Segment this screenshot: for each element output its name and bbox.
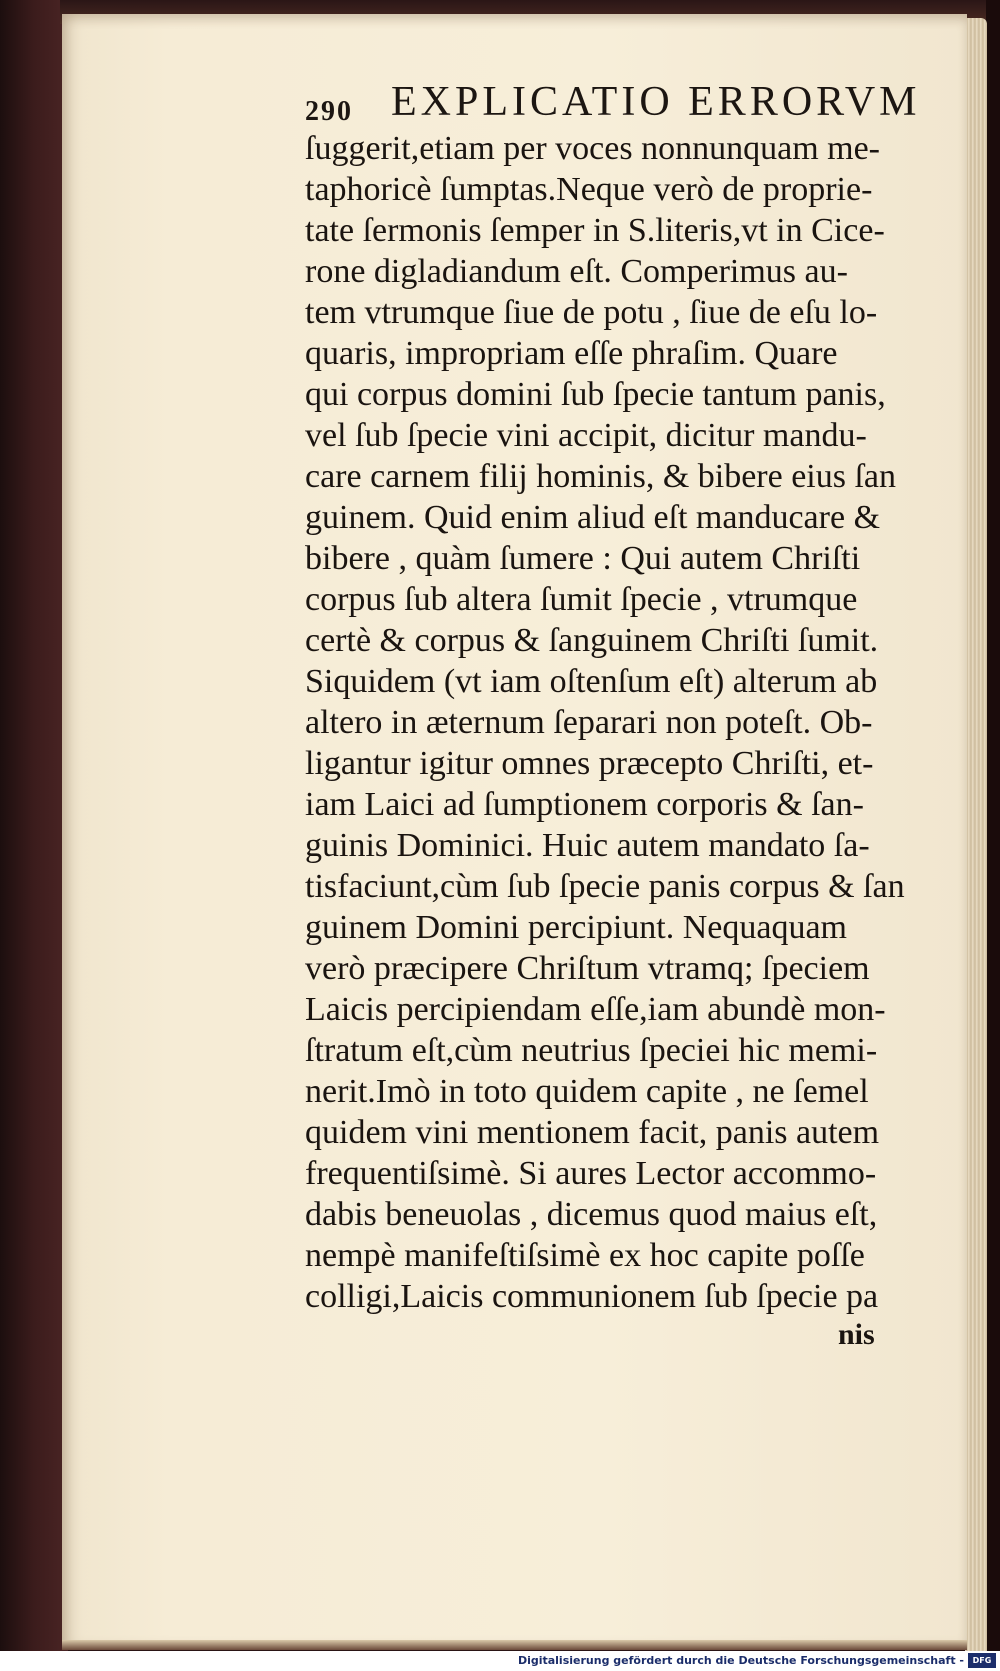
dfg-logo: DFG — [968, 1653, 996, 1668]
text-line: Laicis percipiendam eſſe,iam abundè mon- — [305, 991, 886, 1028]
text-line: ligantur igitur omnes præcepto Chriſti, et- — [305, 745, 874, 782]
text-line: vel ſub ſpecie vini accipit, dicitur mandu- — [305, 417, 867, 454]
text-line: iam Laici ad ſumptionem corporis & ſan- — [305, 786, 864, 823]
page-header — [305, 78, 935, 130]
text-line: quaris, impropriam eſſe phraſim. Quare — [305, 335, 838, 372]
text-line: nempè manifeſtiſsimè ex hoc capite poſſe — [305, 1237, 865, 1274]
text-line: ſtratum eſt,cùm neutrius ſpeciei hic memi- — [305, 1032, 878, 1069]
digitization-footer — [0, 1651, 1000, 1671]
text-line: taphoricè ſumptas.Neque verò de proprie- — [305, 171, 873, 208]
body-text — [305, 128, 945, 1317]
page-stack-edge — [965, 18, 987, 1658]
funding-credit: Digitalisierung gefördert durch die Deutsche Forschungsgemeinschaft - — [517, 1654, 964, 1667]
text-line: tem vtrumque ſiue de potu , ſiue de eſu lo- — [305, 294, 878, 331]
text-line: ſuggerit,etiam per voces nonnunquam me- — [305, 130, 880, 167]
text-line: verò præcipere Chriſtum vtramq; ſpeciem — [305, 950, 870, 987]
text-line: dabis beneuolas , dicemus quod maius eſt, — [305, 1196, 878, 1233]
book-binding-left — [0, 0, 68, 1671]
text-line: guinis Dominici. Huic autem mandato ſa- — [305, 827, 870, 864]
page-number: 290 — [305, 96, 353, 127]
page-bottom-edge — [62, 1640, 967, 1650]
background-right-edge — [986, 0, 1000, 1671]
text-line: certè & corpus & ſanguinem Chriſti ſumit. — [305, 622, 879, 659]
running-head: EXPLICATIO ERRORVM — [391, 79, 921, 125]
text-line: care carnem filij hominis, & bibere eius ſan — [305, 458, 897, 495]
text-line: frequentiſsimè. Si aures Lector accommo- — [305, 1155, 877, 1192]
text-line: tate ſermonis ſemper in S.literis,vt in Cice- — [305, 212, 885, 249]
text-line: nerit.Imò in toto quidem capite , ne ſemel — [305, 1073, 869, 1110]
text-line: bibere , quàm ſumere : Qui autem Chriſti — [305, 540, 861, 577]
text-line: rone digladiandum eſt. Comperimus au- — [305, 253, 848, 290]
text-line: corpus ſub altera ſumit ſpecie , vtrumque — [305, 581, 858, 618]
text-line: guinem. Quid enim aliud eſt manducare & — [305, 499, 881, 536]
text-line: colligi,Laicis communionem ſub ſpecie pa — [305, 1278, 879, 1315]
text-line: quidem vini mentionem facit, panis autem — [305, 1114, 880, 1151]
catchword: nis — [838, 1318, 875, 1351]
text-line: altero in æternum ſeparari non poteſt. Ob- — [305, 704, 873, 741]
text-line: qui corpus domini ſub ſpecie tantum panis, — [305, 376, 886, 413]
text-line: tisfaciunt,cùm ſub ſpecie panis corpus & ſan — [305, 868, 905, 905]
text-line: guinem Domini percipiunt. Nequaquam — [305, 909, 847, 946]
text-line: Siquidem (vt iam oſtenſum eſt) alterum ab — [305, 663, 878, 700]
